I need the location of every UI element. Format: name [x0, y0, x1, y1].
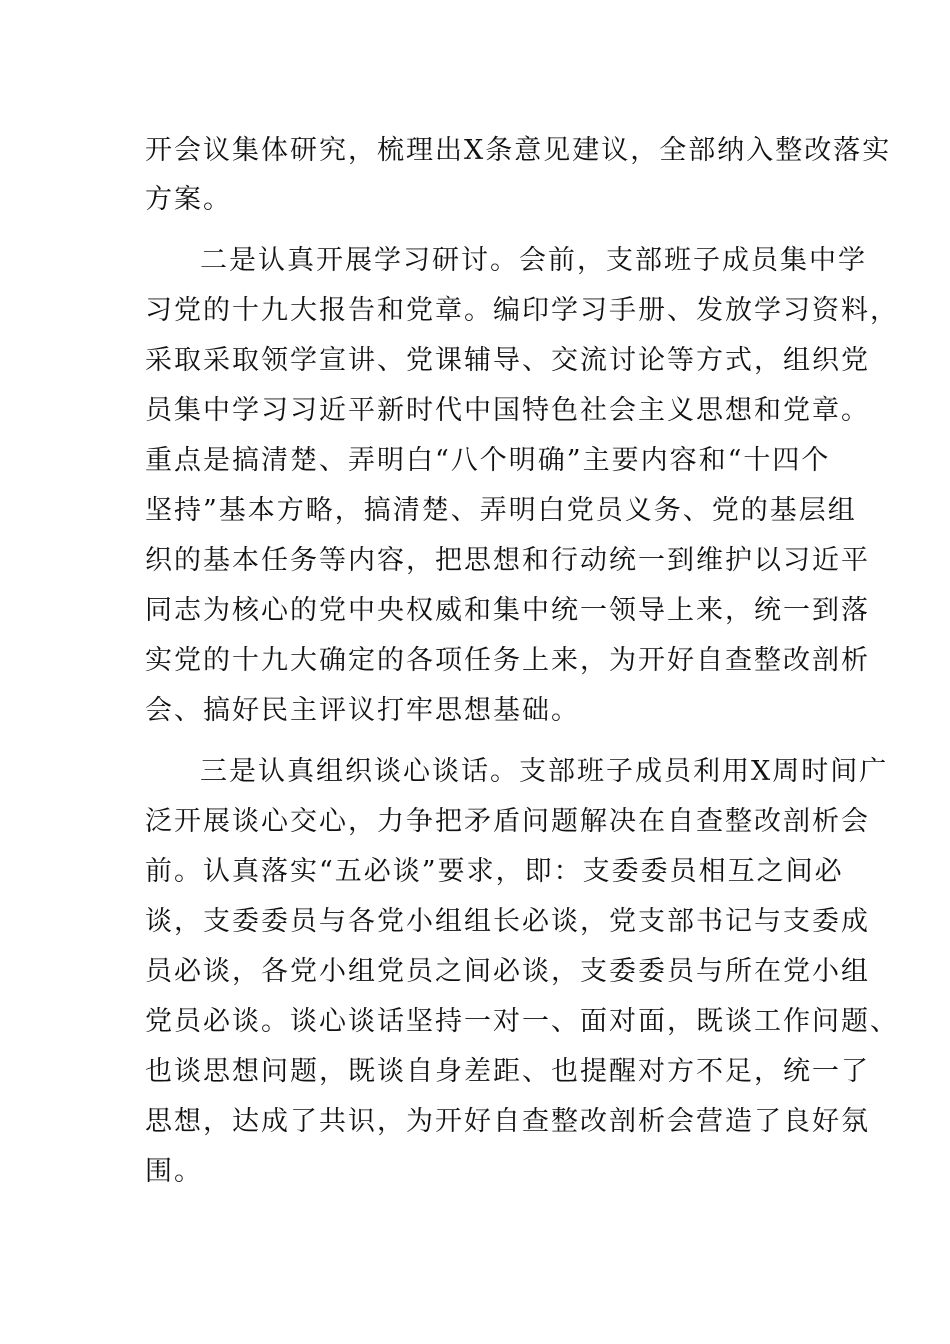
paragraph-3-line-3: 前。认真落实“五必谈”要求，即：支委委员相互之间必 — [145, 856, 844, 887]
paragraph-2-line-4: 员集中学习习近平新时代中国特色社会主义思想和党章。 — [145, 395, 870, 426]
paragraph-3-line-9: 围。 — [145, 1156, 203, 1187]
paragraph-2-line-5: 重点是搞清楚、弄明白“八个明确”主要内容和“十四个 — [145, 445, 831, 476]
paragraph-1-line-2: 方案。 — [145, 184, 232, 215]
paragraph-2-line-6: 坚持”基本方略，搞清楚、弄明白党员义务、党的基层组 — [145, 495, 857, 526]
paragraph-3-line-2: 泛开展谈心交心，力争把矛盾问题解决在自查整改剖析会 — [145, 806, 870, 837]
paragraph-2-line-1: 二是认真开展学习研讨。会前，支部班子成员集中学 — [200, 245, 867, 276]
paragraph-2-line-2: 习党的十九大报告和党章。编印学习手册、发放学习资料， — [145, 295, 899, 326]
paragraph-3-line-1: 三是认真组织谈心谈话。支部班子成员利用X周时间广 — [200, 756, 889, 787]
paragraph-1-line-1: 开会议集体研究，梳理出X条意见建议，全部纳入整改落实 — [145, 135, 892, 166]
paragraph-2-line-9: 实党的十九大确定的各项任务上来，为开好自查整改剖析 — [145, 645, 870, 676]
paragraph-3-line-6: 党员必谈。谈心谈话坚持一对一、面对面，既谈工作问题、 — [145, 1006, 899, 1037]
paragraph-2-line-10: 会、搞好民主评议打牢思想基础。 — [145, 695, 580, 726]
paragraph-3-line-7: 也谈思想问题，既谈自身差距、也提醒对方不足，统一了 — [145, 1056, 870, 1087]
paragraph-3-line-4: 谈，支委委员与各党小组组长必谈，党支部书记与支委成 — [145, 906, 870, 937]
paragraph-3-line-8: 思想，达成了共识，为开好自查整改剖析会营造了良好氛 — [145, 1106, 870, 1137]
paragraph-2-line-8: 同志为核心的党中央权威和集中统一领导上来，统一到落 — [145, 595, 870, 626]
paragraph-2-line-7: 织的基本任务等内容，把思想和行动统一到维护以习近平 — [145, 545, 870, 576]
paragraph-3-line-5: 员必谈，各党小组党员之间必谈，支委委员与所在党小组 — [145, 956, 870, 987]
paragraph-2-line-3: 采取采取领学宣讲、党课辅导、交流讨论等方式，组织党 — [145, 345, 870, 376]
